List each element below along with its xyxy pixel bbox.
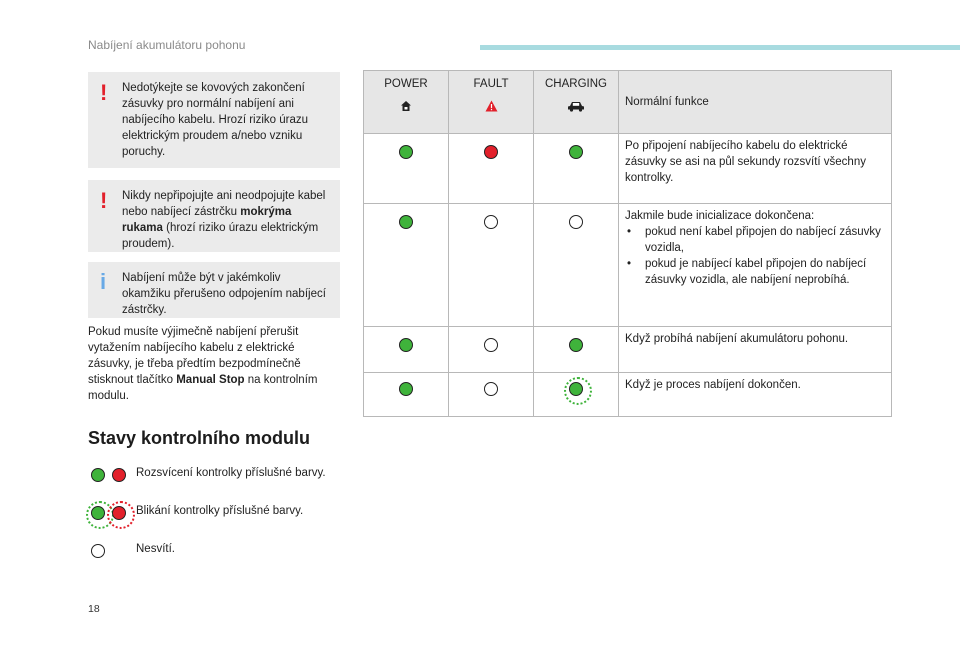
legend-lamps <box>88 540 132 562</box>
legend-row-solid <box>88 464 358 486</box>
green-lamp-icon <box>399 145 413 159</box>
list-item <box>625 224 885 256</box>
list-item <box>625 256 885 288</box>
table-row <box>364 204 892 327</box>
row-description: Po připojení nabíjecího kabelu do elektrické zásuvky se asi na půl sekundy rozsvítí všechny kontrolky. <box>619 134 892 204</box>
row-intro-text: Jakmile bude inicializace dokončena: <box>625 210 815 222</box>
row-description: Když je proces nabíjení dokončen. <box>619 373 892 417</box>
note-text: Nedotýkejte se kovových zakončení zásuvky pro normální nabíjení ani nabíjecího kabelu. Hrozí riziko úrazu elektrickým proudem a/nebo vzniku poruchy. <box>122 82 309 158</box>
house-icon <box>364 100 448 114</box>
column-header-label: CHARGING <box>545 78 607 90</box>
power-cell <box>364 134 449 204</box>
list-item-text: pokud není kabel připojen do nabíjecí zásuvky vozidla, <box>645 226 881 254</box>
table-row <box>364 373 892 417</box>
table-header-row <box>364 71 892 134</box>
green-blinking-lamp-icon <box>91 506 105 520</box>
section-title: Stavy kontrolního modulu <box>88 428 311 448</box>
table-row <box>364 134 892 204</box>
manual-stop-label: Manual Stop <box>176 374 245 386</box>
off-lamp-icon <box>484 215 498 229</box>
control-module-status-table <box>363 70 892 417</box>
green-lamp-icon <box>399 338 413 352</box>
green-lamp-icon <box>399 382 413 396</box>
red-lamp-icon <box>112 468 126 482</box>
paragraph-text-before: Pokud musíte výjimečně nabíjení přerušit vytažením nabíjecího kabelu z elektrické zásuvky, je třeba předtím bezpodmínečně stisknout tlačítko <box>88 326 301 386</box>
legend-text: Rozsvícení kontrolky příslušné barvy. <box>136 467 326 479</box>
column-header-charging <box>534 71 619 134</box>
power-cell <box>364 373 449 417</box>
charging-cell <box>534 373 619 417</box>
legend-text: Blikání kontrolky příslušné barvy. <box>136 505 304 517</box>
manual-stop-paragraph <box>88 324 340 404</box>
column-header-label: FAULT <box>473 78 509 90</box>
charging-cell <box>534 204 619 327</box>
warning-triangle-icon <box>449 100 533 114</box>
column-header-description: Normální funkce <box>619 71 892 134</box>
bullet-icon: • <box>627 258 632 270</box>
info-note-interrupt <box>88 262 340 318</box>
note-text: Nabíjení může být v jakémkoliv okamžiku přerušeno odpojením nabíjecí zástrčky. <box>122 272 326 316</box>
power-cell <box>364 327 449 373</box>
off-lamp-icon <box>569 215 583 229</box>
list-item-text: pokud je nabíjecí kabel připojen do nabíjecí zásuvky vozidla, ale nabíjení neprobíhá. <box>645 258 867 286</box>
fault-cell <box>449 204 534 327</box>
green-lamp-icon <box>569 145 583 159</box>
header-accent-bar <box>480 45 960 50</box>
red-blinking-lamp-icon <box>112 506 126 520</box>
row-description <box>619 204 892 327</box>
note-text-before: Nikdy nepřipojujte ani neodpojujte kabel nebo nabíjecí zástrčku <box>122 190 326 218</box>
red-lamp-icon <box>484 145 498 159</box>
exclamation-icon: ! <box>100 188 108 213</box>
charging-cell <box>534 134 619 204</box>
column-header-fault <box>449 71 534 134</box>
paragraph-text-after: na kontrolním modulu. <box>88 374 318 402</box>
power-cell <box>364 204 449 327</box>
legend-row-blink <box>88 502 358 524</box>
note-text-bold: mokrýma rukama <box>122 206 292 234</box>
off-lamp-icon <box>484 382 498 396</box>
green-lamp-icon <box>569 338 583 352</box>
column-header-label: POWER <box>384 78 428 90</box>
charging-cell <box>534 327 619 373</box>
exclamation-icon: ! <box>100 80 108 105</box>
fault-cell <box>449 327 534 373</box>
note-text-after: (hrozí riziko úrazu elektrickým proudem). <box>122 222 319 250</box>
fault-cell <box>449 373 534 417</box>
page-header-title: Nabíjení akumulátoru pohonu <box>88 38 246 52</box>
green-blinking-lamp-icon <box>569 382 583 396</box>
warning-note-wet-hands <box>88 180 340 252</box>
page-number: 18 <box>88 603 100 615</box>
row-description: Když probíhá nabíjení akumulátoru pohonu. <box>619 327 892 373</box>
column-header-power <box>364 71 449 134</box>
legend-text: Nesvítí. <box>136 543 175 555</box>
legend-lamps <box>88 464 132 486</box>
car-icon <box>534 100 618 114</box>
legend-row-off <box>88 540 358 562</box>
off-lamp-icon <box>484 338 498 352</box>
green-lamp-icon <box>399 215 413 229</box>
bullet-icon: • <box>627 226 632 238</box>
info-icon: i <box>100 269 107 294</box>
warning-note-metal-contacts <box>88 72 340 168</box>
off-lamp-icon <box>91 544 105 558</box>
legend-lamps <box>88 502 132 524</box>
table-row <box>364 327 892 373</box>
green-lamp-icon <box>91 468 105 482</box>
fault-cell <box>449 134 534 204</box>
